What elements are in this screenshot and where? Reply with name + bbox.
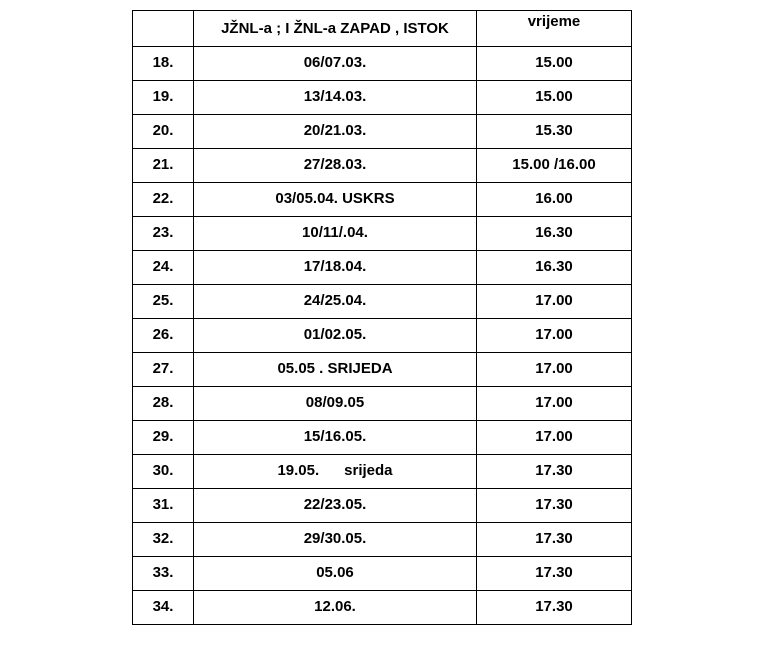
match-dates-cell: 13/14.03. bbox=[194, 81, 477, 115]
round-number-cell: 27. bbox=[133, 353, 194, 387]
kickoff-time-cell: 17.00 bbox=[477, 353, 632, 387]
kickoff-time-cell: 15.00 bbox=[477, 47, 632, 81]
match-dates-cell: 08/09.05 bbox=[194, 387, 477, 421]
round-number-cell: 26. bbox=[133, 319, 194, 353]
table-row bbox=[133, 251, 632, 285]
table-row bbox=[133, 421, 632, 455]
kickoff-time-cell: 17.30 bbox=[477, 523, 632, 557]
round-number-cell: 31. bbox=[133, 489, 194, 523]
match-dates-cell: 20/21.03. bbox=[194, 115, 477, 149]
kickoff-time-cell: 16.30 bbox=[477, 217, 632, 251]
header-dates: JŽNL-a ; I ŽNL-a ZAPAD , ISTOK bbox=[194, 11, 477, 47]
table-row bbox=[133, 183, 632, 217]
table-row bbox=[133, 149, 632, 183]
match-dates-cell: 05.05 . SRIJEDA bbox=[194, 353, 477, 387]
match-dates-cell: 03/05.04. USKRS bbox=[194, 183, 477, 217]
table-row bbox=[133, 557, 632, 591]
kickoff-time-cell: 16.00 bbox=[477, 183, 632, 217]
header-number bbox=[133, 11, 194, 47]
kickoff-time-cell: 15.00 bbox=[477, 81, 632, 115]
match-dates-cell: 24/25.04. bbox=[194, 285, 477, 319]
match-dates-cell: 19.05. srijeda bbox=[194, 455, 477, 489]
round-number-cell: 34. bbox=[133, 591, 194, 625]
match-dates-cell: 17/18.04. bbox=[194, 251, 477, 285]
table-row bbox=[133, 455, 632, 489]
kickoff-time-cell: 17.30 bbox=[477, 591, 632, 625]
table-row bbox=[133, 591, 632, 625]
kickoff-time-cell: 17.00 bbox=[477, 319, 632, 353]
round-number-cell: 19. bbox=[133, 81, 194, 115]
header-row bbox=[133, 11, 632, 47]
round-number-cell: 20. bbox=[133, 115, 194, 149]
round-number-cell: 24. bbox=[133, 251, 194, 285]
match-dates-cell: 22/23.05. bbox=[194, 489, 477, 523]
kickoff-time-cell: 15.00 /16.00 bbox=[477, 149, 632, 183]
round-number-cell: 32. bbox=[133, 523, 194, 557]
match-dates-cell: 10/11/.04. bbox=[194, 217, 477, 251]
round-number-cell: 28. bbox=[133, 387, 194, 421]
table-row bbox=[133, 319, 632, 353]
match-dates-cell: 15/16.05. bbox=[194, 421, 477, 455]
match-dates-cell: 06/07.03. bbox=[194, 47, 477, 81]
table-row bbox=[133, 523, 632, 557]
kickoff-time-cell: 17.00 bbox=[477, 421, 632, 455]
kickoff-time-cell: 17.00 bbox=[477, 285, 632, 319]
round-number-cell: 29. bbox=[133, 421, 194, 455]
kickoff-time-cell: 17.30 bbox=[477, 489, 632, 523]
match-dates-cell: 27/28.03. bbox=[194, 149, 477, 183]
header-time: vrijeme bbox=[477, 11, 632, 47]
table-row bbox=[133, 81, 632, 115]
round-number-cell: 21. bbox=[133, 149, 194, 183]
table-row bbox=[133, 115, 632, 149]
kickoff-time-cell: 17.30 bbox=[477, 455, 632, 489]
table-row bbox=[133, 47, 632, 81]
round-number-cell: 18. bbox=[133, 47, 194, 81]
round-number-cell: 25. bbox=[133, 285, 194, 319]
round-number-cell: 30. bbox=[133, 455, 194, 489]
table-row bbox=[133, 217, 632, 251]
table-row bbox=[133, 387, 632, 421]
kickoff-time-cell: 15.30 bbox=[477, 115, 632, 149]
table-body bbox=[133, 47, 632, 625]
kickoff-time-cell: 17.30 bbox=[477, 557, 632, 591]
round-number-cell: 23. bbox=[133, 217, 194, 251]
schedule-table bbox=[132, 10, 632, 625]
table-row bbox=[133, 285, 632, 319]
match-dates-cell: 12.06. bbox=[194, 591, 477, 625]
match-dates-cell: 05.06 bbox=[194, 557, 477, 591]
round-number-cell: 22. bbox=[133, 183, 194, 217]
match-dates-cell: 01/02.05. bbox=[194, 319, 477, 353]
kickoff-time-cell: 17.00 bbox=[477, 387, 632, 421]
match-dates-cell: 29/30.05. bbox=[194, 523, 477, 557]
table-row bbox=[133, 489, 632, 523]
kickoff-time-cell: 16.30 bbox=[477, 251, 632, 285]
round-number-cell: 33. bbox=[133, 557, 194, 591]
table-row bbox=[133, 353, 632, 387]
